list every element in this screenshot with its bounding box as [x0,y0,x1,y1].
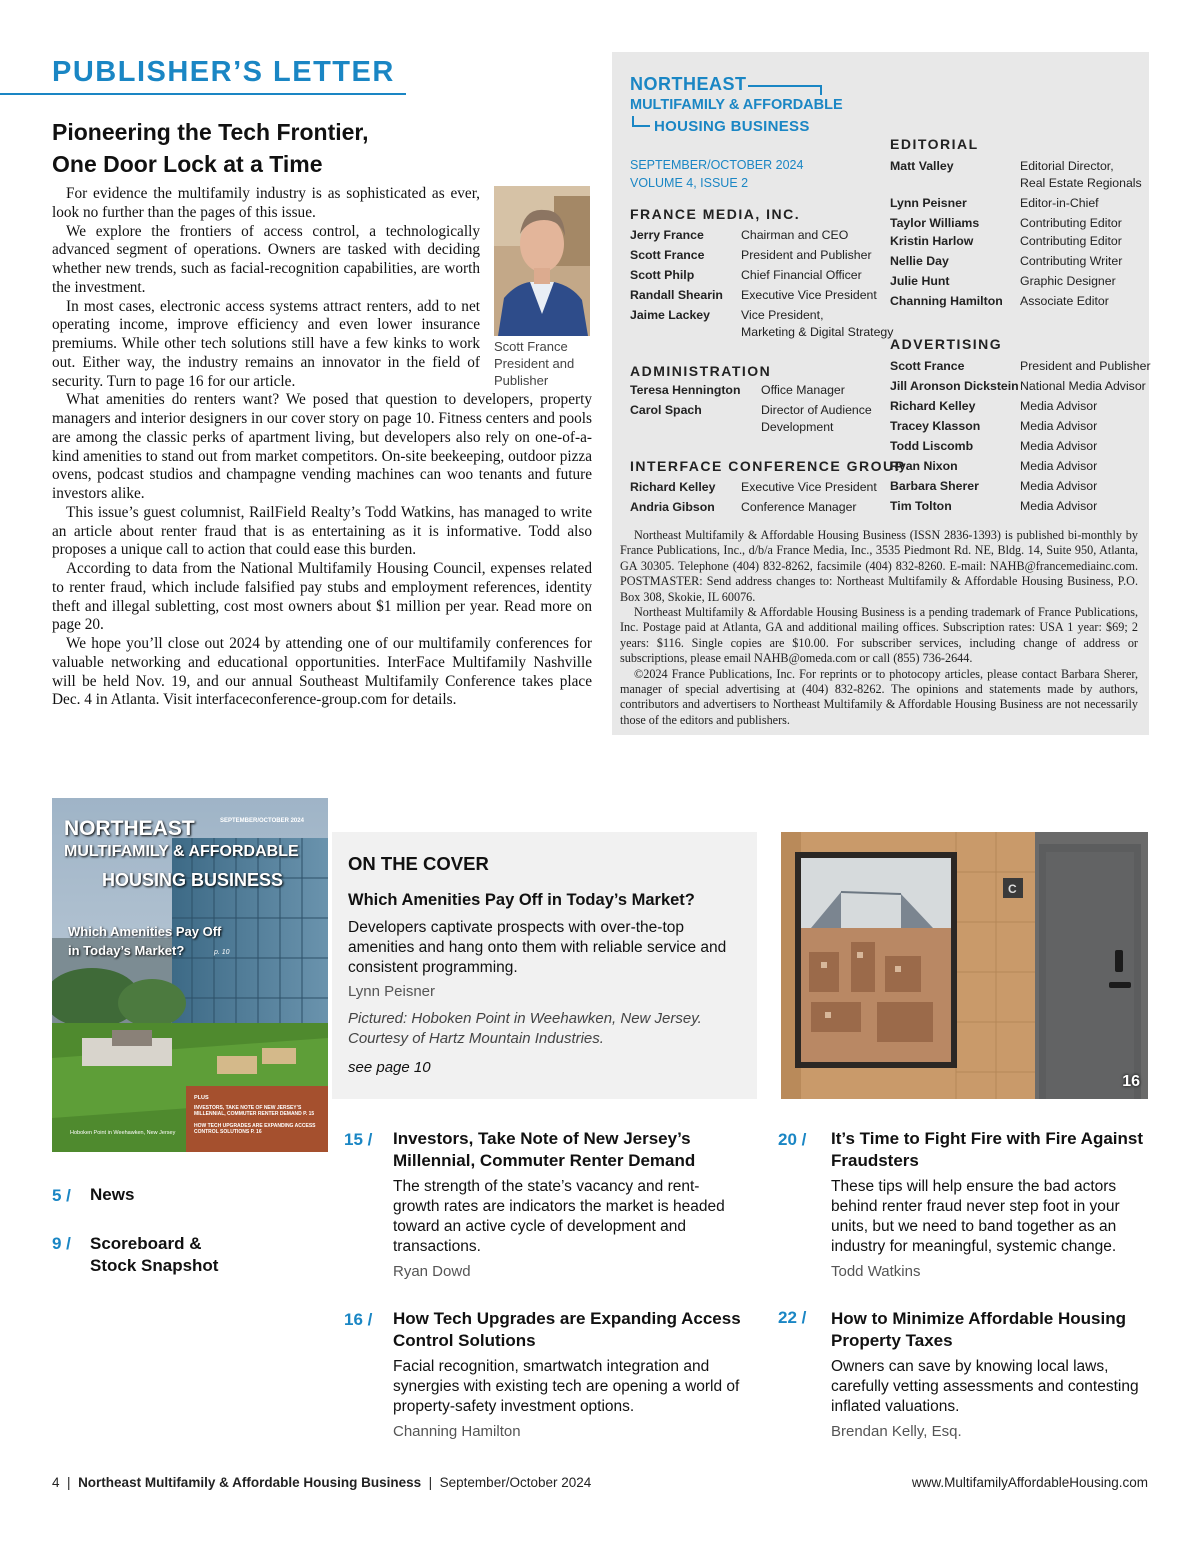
staff-role: National Media Advisor [1020,379,1146,393]
toc-page-number: 20 / [778,1130,807,1149]
section-france-media: FRANCE MEDIA, INC. [630,206,801,222]
letter-paragraph: What amenities do renters want? We posed that question to developers, property managers and interior designers in our cover story on page 10. Fitness centers and pools are among the classic perks of apartment living, but developers also rely on one-of-a-kind amenities to stand out from market competitors. On-site beekeeping, outdoor pizza ovens, podcast studios and champagne vending machines can woo tenants and future investors alike. [52,391,592,502]
section-heading: PUBLISHER’S LETTER [52,56,395,88]
staff-role: Chairman and CEO [741,228,849,242]
see-page-link[interactable]: see page 10 [348,1059,431,1076]
cover-headline-line1: Which Amenities Pay Off [68,924,222,939]
staff-role: Executive Vice President [741,480,877,494]
masthead-logo-line1: NORTHEAST [630,74,747,94]
photo-caption: Scott France President and Publisher [494,339,575,388]
staff-role: Conference Manager [741,500,857,514]
toc-article-description: Facial recognition, smartwatch integration and synergies with existing tech are opening a world of property-safety investment options. [393,1358,740,1415]
staff-name: Barbara Sherer [890,479,979,493]
page-footer [52,1475,591,1490]
staff-name: Jill Aronson Dickstein [890,379,1019,393]
issue-date: SEPTEMBER/OCTOBER 2024 [630,158,804,172]
toc-article-title[interactable]: How to Minimize Affordable Housing Property Taxes [831,1309,1126,1350]
staff-role: Media Advisor [1020,479,1098,493]
toc-article-title[interactable]: It’s Time to Fight Fire with Fire Against Fraudsters [831,1129,1144,1170]
cover-story-description: Developers captivate prospects with over-the-top amenities and hang onto them with reliable service and consistent programming. [348,919,727,976]
letter-title-line2: One Door Lock at a Time [52,151,323,177]
masthead-logo-line3: HOUSING BUSINESS [654,118,810,135]
toc-item-news[interactable]: News [90,1185,135,1204]
staff-role: Media Advisor [1020,439,1098,453]
toc-article-description: Owners can save by knowing local laws, carefully vetting assessments and contesting inflated valuations. [831,1358,1139,1415]
toc-article-author: Channing Hamilton [393,1423,521,1440]
cover-story-headline[interactable]: Which Amenities Pay Off in Today’s Market? [348,891,695,909]
logo-rule [820,85,822,95]
toc-article-author: Todd Watkins [831,1263,921,1280]
toc-article-author: Brendan Kelly, Esq. [831,1423,962,1440]
staff-role: Real Estate Regionals [1020,176,1142,190]
toc-article-title[interactable]: Investors, Take Note of New Jersey’s Millennial, Commuter Renter Demand [393,1129,696,1170]
on-the-cover-title: ON THE COVER [348,853,489,874]
access-control-door-photo [781,832,1148,1099]
staff-name: Scott Philp [630,268,695,282]
footer-publication: Northeast Multifamily & Affordable Housing Business [78,1475,422,1490]
staff-name: Scott France [630,248,705,262]
issue-volume: VOLUME 4, ISSUE 2 [630,176,749,190]
masthead-logo-line2: MULTIFAMILY & AFFORDABLE [630,97,843,113]
staff-role: Graphic Designer [1020,274,1116,288]
section-advertising: ADVERTISING [890,336,1003,352]
staff-name: Matt Valley [890,159,954,173]
staff-name: Channing Hamilton [890,294,1003,308]
staff-name: Julie Hunt [890,274,950,288]
staff-role: Chief Financial Officer [741,268,862,282]
footer-separator: | [67,1475,71,1490]
footer-website-link[interactable]: www.MultifamilyAffordableHousing.com [911,1475,1148,1490]
staff-name: Tim Tolton [890,499,952,513]
cover-caption: Hoboken Point in Weehawken, New Jersey [70,1130,176,1136]
letter-paragraph: We explore the frontiers of access control, a technologically advanced segment of operations. Owners are tasked with deciding whether new trends, such as facial-recognition capabilities, are worth the investment. [52,222,480,296]
letter-title [52,116,472,180]
staff-role: Vice President, [741,308,824,322]
staff-role: Contributing Editor [1020,216,1122,230]
staff-name: Scott France [890,359,965,373]
cover-headline-page: p. 10 [214,949,230,956]
toc-article-description: The strength of the state’s vacancy and rent-growth rates are indicators the market is headed toward an active cycle of development and transactions. [393,1178,725,1255]
cover-logo-line2: MULTIFAMILY & AFFORDABLE [64,843,299,860]
staff-name: Jaime Lackey [630,308,710,322]
footer-separator: | [428,1475,433,1490]
letter-paragraph: For evidence the multifamily industry is as sophisticated as ever, look no further than the pages of this issue. [52,185,480,221]
letter-paragraph: We hope you’ll close out 2024 by attending one of our multifamily conferences for valuable networking and educational opportunities. InterFace Multifamily Nashville will be held Nov. 19, and our annual Southeast Multifamily Conference takes place Dec. 4 in Atlanta. Visit interfaceconference-group.com for details. [52,635,592,709]
staff-name: Andria Gibson [630,500,715,514]
toc-page-number: 15 / [344,1130,373,1149]
staff-name: Tracey Klasson [890,419,981,433]
issue-info [630,156,803,192]
cover-logo-line3: HOUSING BUSINESS [102,870,284,890]
letter-title-line1: Pioneering the Tech Frontier, [52,119,369,145]
staff-role: Office Manager [761,383,845,397]
toc-page-number: 16 / [344,1310,373,1329]
staff-role: Media Advisor [1020,459,1098,473]
section-interface: INTERFACE CONFERENCE GROUP [630,458,906,474]
cover-plus-item: INVESTORS, TAKE NOTE OF NEW JERSEY’S MILLENNIAL, COMMUTER RENTER DEMAND P. 15 [194,1105,315,1117]
cover-story-author: Lynn Peisner [348,983,435,1000]
fine-print [620,528,1138,728]
cover-logo-line1: NORTHEAST [64,817,195,840]
door-letter: C [1008,882,1017,896]
letter-paragraph: This issue’s guest columnist, RailField Realty’s Todd Watkins, has managed to write an article about renter fraud that is as entertaining as it is informative. Todd also proposes a unique call to action that could ease this burden. [52,503,592,559]
staff-role: President and Publisher [741,248,872,262]
staff-role: Associate Editor [1020,294,1109,308]
masthead [612,52,1149,735]
section-administration: ADMINISTRATION [630,363,772,379]
staff-name: Randall Shearin [630,288,723,302]
fine-print-paragraph: ©2024 France Publications, Inc. For reprints or to photocopy articles, please contact Barbara Sherer, manager of special advertising at (404) 832-8262. The opinions and statements made by authors, contributors and advertisers to Northeast Multifamily & Affordable Housing Business are not necessarily those of the editors and publishers. [620,666,1138,727]
staff-role: Development [761,420,834,434]
staff-name: Carol Spach [630,403,702,417]
toc-article-description: These tips will help ensure the bad actors behind renter fraud never step foot in your units, but we need to band together as an industry for meaningful, systemic change. [831,1178,1120,1255]
magazine-cover-thumbnail[interactable] [52,798,328,1152]
letter-paragraph: According to data from the National Multifamily Housing Council, expenses related to renter fraud, which include falsified pay stubs and employment references, identity theft and illegal subletting, cost most owners about $1 million per year. Read more on page 20. [52,560,592,634]
staff-role: Media Advisor [1020,419,1098,433]
letter-body [52,185,592,710]
staff-name: Jerry France [630,228,704,242]
staff-role: Contributing Writer [1020,254,1123,268]
on-the-cover-box [332,832,757,1099]
staff-name: Lynn Peisner [890,196,967,210]
section-editorial: EDITORIAL [890,136,979,152]
toc-item-scoreboard[interactable] [90,1233,290,1277]
footer-page-number: 4 [52,1475,60,1490]
cover-plus-label: PLUS [194,1095,209,1101]
toc-article-author: Ryan Dowd [393,1263,471,1280]
staff-role: Media Advisor [1020,399,1098,413]
staff-name: Nellie Day [890,254,949,268]
fine-print-paragraph: Northeast Multifamily & Affordable Housing Business is a pending trademark of France Publications, Inc. Postage paid at Atlanta, GA and additional mailing offices. Subscription rates: USA 1 year: $69; 2 years: $116. Single copies are $10.00. For subscriber services, including change of address or subscriptions, please email NAHB@omeda.com or call (855) 736-2644. [620,605,1138,666]
staff-name: Taylor Williams [890,216,980,230]
staff-name: Richard Kelley [890,399,976,413]
logo-rule [632,125,650,127]
staff-role: Marketing & Digital Strategy [741,325,894,339]
heading-rule [0,93,406,95]
cover-date: SEPTEMBER/OCTOBER 2024 [220,818,304,824]
cover-photo-credit: Pictured: Hoboken Point in Weehawken, New Jersey. Courtesy of Hartz Mountain Industries. [348,1010,702,1047]
fine-print-paragraph: Northeast Multifamily & Affordable Housing Business (ISSN 2836-1393) is published bi-monthly by France Publications, Inc., d/b/a France Media, Inc., 3535 Piedmont Rd. NE, Bldg. 14, Suite 950, Atlanta, GA 30305. Telephone (404) 832-8262, facsimile (404) 832-8260. E-mail: NAHB@francemediainc.com. POSTMASTER: Send address changes to: Northeast Multifamily & Affordable Housing Business, P.O. Box 308, Skokie, IL 60076. [620,528,1138,604]
toc-item-title-line: Stock Snapshot [90,1256,219,1275]
cover-plus-item: HOW TECH UPGRADES ARE EXPANDING ACCESS CONTROL SOLUTIONS P. 16 [194,1123,316,1135]
staff-name: Teresa Hennington [630,383,741,397]
toc-page-number: 22 / [778,1308,807,1327]
footer-issue: September/October 2024 [439,1475,592,1490]
staff-name: Kristin Harlow [890,234,974,248]
toc-page-number: 9 / [52,1234,71,1253]
staff-name: Richard Kelley [630,480,716,494]
toc-item-title-line: Scoreboard & [90,1234,202,1253]
logo-rule [748,85,822,87]
staff-role: Editorial Director, [1020,159,1114,173]
staff-role: Media Advisor [1020,499,1098,513]
staff-name: Ryan Nixon [890,459,958,473]
photo-page-number: 16 [1122,1073,1140,1090]
staff-role: Editor-in-Chief [1020,196,1099,210]
staff-role: President and Publisher [1020,359,1151,373]
staff-role: Executive Vice President [741,288,877,302]
letter-paragraph: In most cases, electronic access systems attract renters, add to net operating income, improve efficiency and even lower insurance premiums. While other tech solutions still have a few kinks to work out. Either way, the industry remains an innovator in the field of security. Turn to page 16 for our article. [52,297,480,390]
toc-article-title[interactable]: How Tech Upgrades are Expanding Access Control Solutions [393,1309,741,1350]
toc-page-number: 5 / [52,1186,71,1205]
staff-role: Contributing Editor [1020,234,1122,248]
cover-headline-line2: in Today’s Market? [68,943,185,958]
staff-name: Todd Liscomb [890,439,974,453]
staff-role: Director of Audience [761,403,872,417]
